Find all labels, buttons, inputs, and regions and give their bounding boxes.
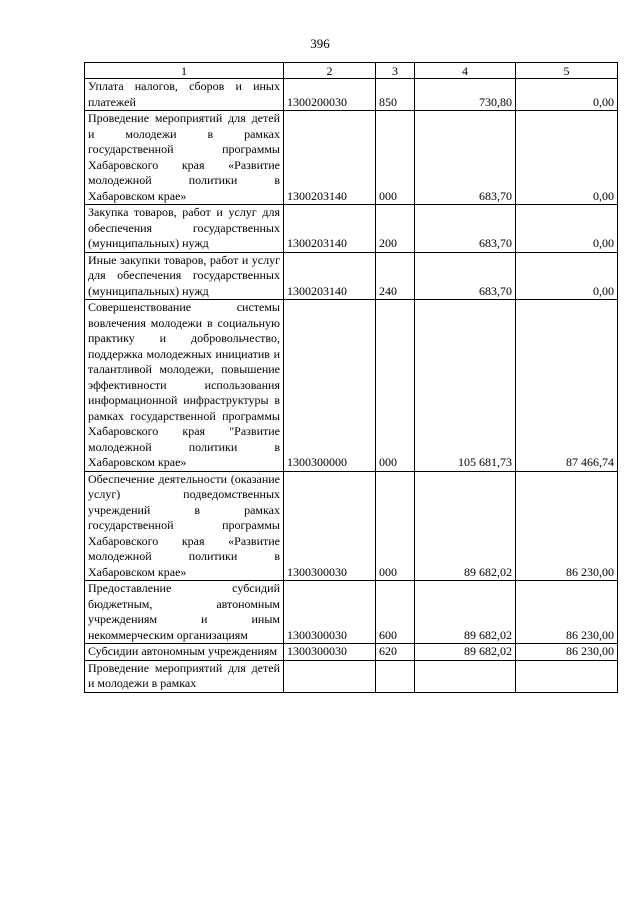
column-header-3: 3	[376, 63, 415, 79]
amount-cell-1: 89 682,02	[415, 644, 516, 661]
amount-cell-1	[415, 660, 516, 692]
amount-cell-2: 87 466,74	[516, 300, 618, 472]
amount-cell-1: 683,70	[415, 205, 516, 253]
amount-cell-1: 683,70	[415, 252, 516, 300]
expense-type-cell: 000	[376, 300, 415, 472]
budget-table	[84, 62, 618, 693]
amount-cell-2: 86 230,00	[516, 581, 618, 644]
column-header-5: 5	[516, 63, 618, 79]
amount-cell-2: 86 230,00	[516, 471, 618, 581]
column-header-4: 4	[415, 63, 516, 79]
expense-type-cell: 850	[376, 79, 415, 111]
expense-type-cell	[376, 660, 415, 692]
amount-cell-2: 0,00	[516, 111, 618, 205]
expense-type-cell: 200	[376, 205, 415, 253]
row-name-cell: Проведение мероприятий для детей и молодежи в рамках	[85, 660, 284, 692]
row-name-cell: Обеспечение деятельности (оказание услуг) подведомственных учреждений в рамках государственной программы Хабаровского края «Развитие молодежной политики в Хабаровском крае»	[85, 471, 284, 581]
amount-cell-2: 0,00	[516, 205, 618, 253]
table-row	[85, 471, 618, 581]
expense-type-cell: 000	[376, 111, 415, 205]
amount-cell-2: 0,00	[516, 252, 618, 300]
row-name-cell: Иные закупки товаров, работ и услуг для обеспечения государственных (муниципальных) нужд	[85, 252, 284, 300]
program-code-cell: 1300200030	[284, 79, 376, 111]
table-row	[85, 205, 618, 253]
row-name-cell: Совершенствование системы вовлечения молодежи в социальную практику и добровольчество, поддержка молодежных инициатив и талантливой молодежи, повышение эффективности использования информационной инфраструктуры в рамках государственной программы Хабаровского края "Развитие молодежной политики в Хабаровском крае»	[85, 300, 284, 472]
program-code-cell: 1300203140	[284, 111, 376, 205]
expense-type-cell: 600	[376, 581, 415, 644]
table-header-row	[85, 63, 618, 79]
amount-cell-1: 89 682,02	[415, 471, 516, 581]
row-name-cell: Закупка товаров, работ и услуг для обеспечения государственных (муниципальных) нужд	[85, 205, 284, 253]
table-row	[85, 111, 618, 205]
amount-cell-2: 0,00	[516, 79, 618, 111]
program-code-cell: 1300300000	[284, 300, 376, 472]
expense-type-cell: 000	[376, 471, 415, 581]
column-header-2: 2	[284, 63, 376, 79]
amount-cell-2: 86 230,00	[516, 644, 618, 661]
table-row	[85, 79, 618, 111]
page-number: 396	[310, 36, 330, 51]
row-name-cell: Проведение мероприятий для детей и молодежи в рамках государственной программы Хабаровского края «Развитие молодежной политики в Хабаровском крае»	[85, 111, 284, 205]
program-code-cell: 1300203140	[284, 205, 376, 253]
program-code-cell: 1300300030	[284, 644, 376, 661]
amount-cell-2	[516, 660, 618, 692]
table-row	[85, 300, 618, 472]
row-name-cell: Уплата налогов, сборов и иных платежей	[85, 79, 284, 111]
row-name-cell: Субсидии автономным учреждениям	[85, 644, 284, 661]
row-name-cell: Предоставление субсидий бюджетным, автономным учреждениям и иным некоммерческим организациям	[85, 581, 284, 644]
amount-cell-1: 730,80	[415, 79, 516, 111]
expense-type-cell: 240	[376, 252, 415, 300]
program-code-cell: 1300203140	[284, 252, 376, 300]
expense-type-cell: 620	[376, 644, 415, 661]
program-code-cell	[284, 660, 376, 692]
table-row	[85, 252, 618, 300]
program-code-cell: 1300300030	[284, 581, 376, 644]
program-code-cell: 1300300030	[284, 471, 376, 581]
amount-cell-1: 89 682,02	[415, 581, 516, 644]
amount-cell-1: 105 681,73	[415, 300, 516, 472]
table-row	[85, 581, 618, 644]
table-row	[85, 644, 618, 661]
amount-cell-1: 683,70	[415, 111, 516, 205]
column-header-1: 1	[85, 63, 284, 79]
table-row	[85, 660, 618, 692]
